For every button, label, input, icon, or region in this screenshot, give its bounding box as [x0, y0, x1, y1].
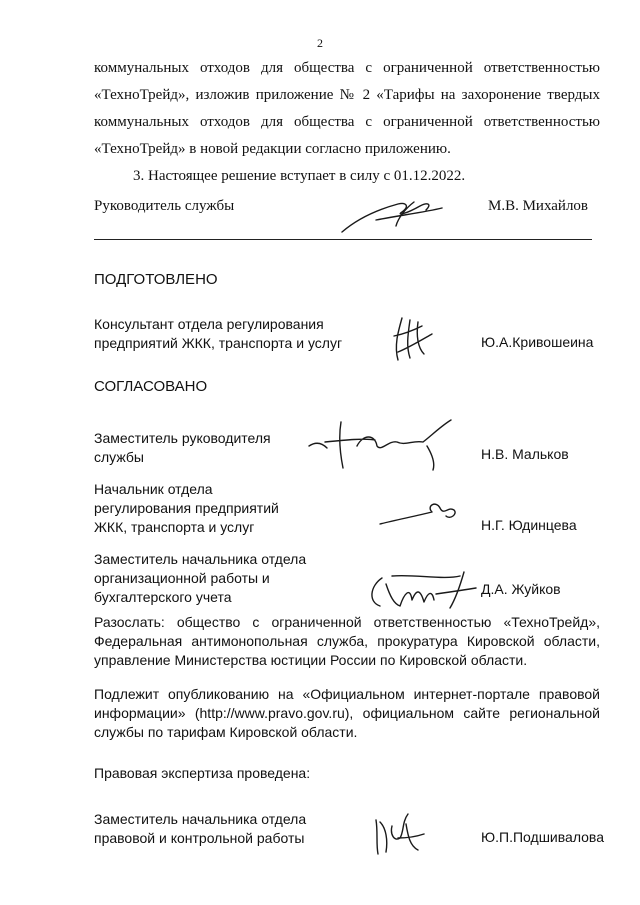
agreed-person-1-title-line-1: Заместитель руководителя	[94, 430, 271, 446]
distribution-line-3: управление Министерства юстиции России по Кировской области.	[94, 652, 528, 668]
agreed-person-2-title-line-1: Начальник отдела	[94, 481, 213, 497]
divider-line	[94, 239, 592, 240]
prepared-signature-icon	[388, 312, 438, 364]
agreed-person-2-title-line-2: регулирования предприятий	[94, 500, 279, 516]
publication-line-1: Подлежит опубликованию на «Официальном интернет-портале правовой	[94, 686, 600, 702]
publication-line-2: информации» (http://www.pravo.gov.ru), официальном сайте региональной	[94, 705, 600, 721]
legal-person-title-line-2: правовой и контрольной работы	[94, 830, 305, 846]
page-number: 2	[317, 36, 323, 50]
head-name: М.В. Михайлов	[488, 198, 589, 214]
distribution-line-1: Разослать: общество с ограниченной ответственностью «ТехноТрейд»,	[94, 614, 600, 630]
agreed-person-2-signature-icon	[376, 496, 460, 532]
agreed-heading: СОГЛАСОВАНО	[94, 378, 208, 395]
legal-person-name: Ю.П.Подшивалова	[481, 829, 604, 845]
distribution-line-2: Федеральная антимонопольная служба, прокуратура Кировской области,	[94, 633, 600, 649]
agreed-person-3-title-line-3: бухгалтерского учета	[94, 589, 232, 605]
legal-person-title-line-1: Заместитель начальника отдела	[94, 811, 307, 827]
prepared-heading: ПОДГОТОВЛЕНО	[94, 271, 218, 288]
agreed-person-3-title	[94, 550, 306, 607]
legal-person-title	[94, 810, 306, 848]
legal-check-label: Правовая экспертиза проведена:	[94, 765, 311, 781]
intro-line-1: коммунальных отходов для общества с ограниченной ответственностью	[94, 60, 600, 76]
agreed-person-3-name: Д.А. Жуйков	[481, 581, 561, 597]
agreed-person-1-title-line-2: службы	[94, 449, 144, 465]
prepared-title-line-1: Консультант отдела регулирования	[94, 316, 324, 332]
agreed-person-2-title-line-3: ЖКК, транспорта и услуг	[94, 519, 255, 535]
prepared-name: Ю.А.Кривошеина	[481, 334, 594, 350]
head-title: Руководитель службы	[94, 198, 235, 214]
agreed-person-1-name: Н.В. Мальков	[481, 446, 569, 462]
agreed-person-3-signature-icon	[364, 566, 482, 612]
agreed-person-3-title-line-1: Заместитель начальника отдела	[94, 551, 307, 567]
intro-line-3: коммунальных отходов для общества с ограниченной ответственностью	[94, 114, 600, 130]
intro-line-2: «ТехноТрейд», изложив приложение № 2 «Тарифы на захоронение твердых	[94, 87, 600, 103]
prepared-title-line-2: предприятий ЖКК, транспорта и услуг	[94, 335, 343, 351]
head-signature-icon	[336, 190, 446, 238]
prepared-title	[94, 315, 342, 353]
intro-line-4: «ТехноТрейд» в новой редакции согласно приложению.	[94, 141, 451, 157]
agreed-person-2-title	[94, 480, 279, 537]
clause-3: 3. Настоящее решение вступает в силу с 01.12.2022.	[133, 168, 466, 184]
legal-signature-icon	[368, 808, 428, 858]
agreed-person-3-title-line-2: организационной работы и	[94, 570, 270, 586]
agreed-person-1-title	[94, 429, 271, 467]
agreed-person-1-signature-icon	[305, 412, 455, 472]
agreed-person-2-name: Н.Г. Юдинцева	[481, 517, 577, 533]
publication-line-3: службы по тарифам Кировской области.	[94, 724, 358, 740]
